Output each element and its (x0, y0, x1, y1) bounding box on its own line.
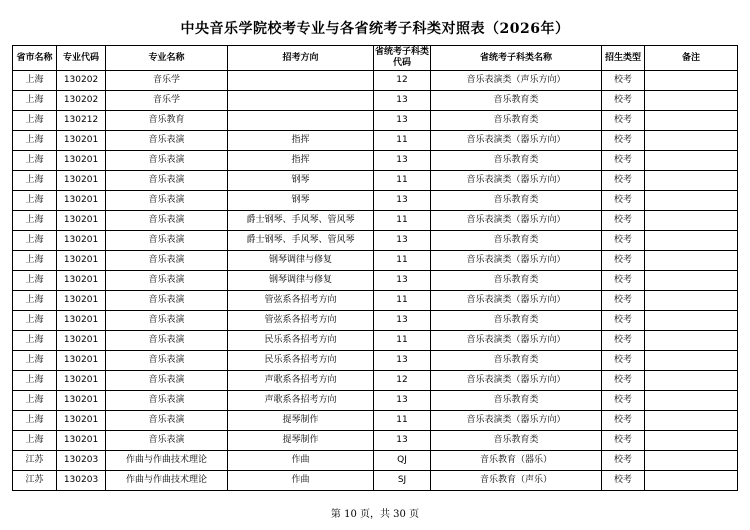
col-province-cell: 上海 (13, 391, 57, 411)
col-admission-type-cell: 校考 (602, 231, 645, 251)
col-remarks-cell (645, 231, 738, 251)
col-subject-code-cell: 13 (374, 231, 431, 251)
col-province-header: 省市名称 (13, 46, 57, 71)
col-major-code-cell: 130201 (57, 171, 106, 191)
col-major-code-cell: 130212 (57, 111, 106, 131)
col-subject-code-cell: 13 (374, 351, 431, 371)
col-province-cell: 江苏 (13, 451, 57, 471)
col-admission-type-cell: 校考 (602, 91, 645, 111)
col-subject-name-cell: 音乐教育（器乐） (431, 451, 602, 471)
col-major-name-cell: 音乐学 (106, 71, 228, 91)
col-subject-code-cell: SJ (374, 471, 431, 491)
col-remarks-cell (645, 71, 738, 91)
col-subject-name-cell: 音乐表演类（器乐方向） (431, 211, 602, 231)
col-remarks-cell (645, 351, 738, 371)
col-direction-cell: 提琴制作 (228, 431, 374, 451)
col-subject-name-cell: 音乐表演类（器乐方向） (431, 411, 602, 431)
col-subject-code-cell: 13 (374, 111, 431, 131)
table-row (13, 331, 738, 351)
table-row (13, 291, 738, 311)
table-row (13, 251, 738, 271)
col-major-name-cell: 音乐表演 (106, 351, 228, 371)
col-direction-cell: 管弦系各招考方向 (228, 311, 374, 331)
col-admission-type-cell: 校考 (602, 391, 645, 411)
col-major-name-cell: 音乐表演 (106, 191, 228, 211)
col-major-name-cell: 作曲与作曲技术理论 (106, 451, 228, 471)
col-direction-cell: 钢琴 (228, 191, 374, 211)
col-subject-code-cell: 11 (374, 131, 431, 151)
col-major-code-cell: 130201 (57, 271, 106, 291)
col-major-code-cell: 130201 (57, 131, 106, 151)
col-major-name-cell: 音乐表演 (106, 371, 228, 391)
col-subject-name-cell: 音乐表演类（器乐方向） (431, 171, 602, 191)
table-row (13, 371, 738, 391)
table-row (13, 171, 738, 191)
col-admission-type-cell: 校考 (602, 171, 645, 191)
col-major-code-cell: 130201 (57, 151, 106, 171)
table-row (13, 471, 738, 491)
col-major-code-cell: 130202 (57, 91, 106, 111)
col-major-name-cell: 音乐表演 (106, 311, 228, 331)
col-remarks-cell (645, 431, 738, 451)
col-major-code-cell: 130203 (57, 471, 106, 491)
col-direction-cell: 钢琴调律与修复 (228, 271, 374, 291)
col-province-cell: 上海 (13, 131, 57, 151)
table-row (13, 91, 738, 111)
col-direction-cell: 指挥 (228, 131, 374, 151)
col-province-cell: 上海 (13, 411, 57, 431)
col-remarks-cell (645, 131, 738, 151)
col-province-cell: 上海 (13, 431, 57, 451)
col-major-name-header: 专业名称 (106, 46, 228, 71)
col-subject-code-cell: 13 (374, 311, 431, 331)
col-major-name-cell: 音乐表演 (106, 251, 228, 271)
col-direction-cell: 作曲 (228, 471, 374, 491)
col-remarks-cell (645, 451, 738, 471)
col-province-cell: 上海 (13, 331, 57, 351)
col-direction-cell: 民乐系各招考方向 (228, 331, 374, 351)
col-subject-name-cell: 音乐教育类 (431, 111, 602, 131)
col-major-name-cell: 音乐表演 (106, 431, 228, 451)
table-row (13, 431, 738, 451)
col-major-code-cell: 130201 (57, 331, 106, 351)
col-major-name-cell: 音乐表演 (106, 151, 228, 171)
col-admission-type-cell: 校考 (602, 331, 645, 351)
col-subject-name-cell: 音乐教育类 (431, 391, 602, 411)
col-subject-code-header: 省统考子科类代码 (374, 46, 431, 71)
col-remarks-cell (645, 91, 738, 111)
col-admission-type-cell: 校考 (602, 71, 645, 91)
col-province-cell: 江苏 (13, 471, 57, 491)
col-major-code-cell: 130201 (57, 351, 106, 371)
col-admission-type-cell: 校考 (602, 271, 645, 291)
col-admission-type-cell: 校考 (602, 291, 645, 311)
col-major-code-cell: 130203 (57, 451, 106, 471)
col-major-name-cell: 音乐表演 (106, 331, 228, 351)
col-remarks-cell (645, 331, 738, 351)
col-province-cell: 上海 (13, 251, 57, 271)
col-subject-code-cell: 13 (374, 91, 431, 111)
col-subject-name-cell: 音乐表演类（器乐方向） (431, 131, 602, 151)
col-admission-type-cell: 校考 (602, 111, 645, 131)
col-direction-cell: 钢琴调律与修复 (228, 251, 374, 271)
col-remarks-cell (645, 411, 738, 431)
col-subject-name-cell: 音乐教育（声乐） (431, 471, 602, 491)
col-direction-cell (228, 91, 374, 111)
col-major-code-cell: 130201 (57, 191, 106, 211)
col-subject-code-cell: 12 (374, 371, 431, 391)
col-province-cell: 上海 (13, 351, 57, 371)
col-subject-name-cell: 音乐教育类 (431, 271, 602, 291)
col-province-cell: 上海 (13, 111, 57, 131)
col-province-cell: 上海 (13, 371, 57, 391)
col-subject-code-cell: 11 (374, 291, 431, 311)
table-header (13, 46, 738, 71)
col-subject-name-cell: 音乐表演类（声乐方向） (431, 71, 602, 91)
col-direction-header: 招考方向 (228, 46, 374, 71)
col-major-name-cell: 音乐表演 (106, 131, 228, 151)
col-direction-cell: 声歌系各招考方向 (228, 391, 374, 411)
col-admission-type-header: 招生类型 (602, 46, 645, 71)
col-major-code-cell: 130201 (57, 431, 106, 451)
col-remarks-cell (645, 211, 738, 231)
col-major-code-cell: 130201 (57, 211, 106, 231)
col-major-code-cell: 130202 (57, 71, 106, 91)
col-major-name-cell: 音乐学 (106, 91, 228, 111)
col-major-name-cell: 音乐表演 (106, 391, 228, 411)
col-subject-code-cell: QJ (374, 451, 431, 471)
col-major-code-cell: 130201 (57, 371, 106, 391)
col-major-name-cell: 作曲与作曲技术理论 (106, 471, 228, 491)
col-remarks-cell (645, 471, 738, 491)
table-row (13, 231, 738, 251)
col-subject-code-cell: 13 (374, 151, 431, 171)
col-remarks-cell (645, 171, 738, 191)
col-direction-cell: 爵士钢琴、手风琴、管风琴 (228, 231, 374, 251)
col-subject-code-cell: 11 (374, 211, 431, 231)
col-subject-code-cell: 13 (374, 431, 431, 451)
col-major-code-cell: 130201 (57, 291, 106, 311)
col-admission-type-cell: 校考 (602, 371, 645, 391)
col-remarks-cell (645, 291, 738, 311)
col-province-cell: 上海 (13, 271, 57, 291)
col-major-name-cell: 音乐表演 (106, 211, 228, 231)
col-subject-code-cell: 11 (374, 331, 431, 351)
col-province-cell: 上海 (13, 291, 57, 311)
col-admission-type-cell: 校考 (602, 131, 645, 151)
col-subject-name-header: 省统考子科类名称 (431, 46, 602, 71)
col-admission-type-cell: 校考 (602, 191, 645, 211)
col-remarks-cell (645, 371, 738, 391)
col-major-name-cell: 音乐表演 (106, 291, 228, 311)
col-province-cell: 上海 (13, 91, 57, 111)
col-direction-cell: 声歌系各招考方向 (228, 371, 374, 391)
col-remarks-cell (645, 311, 738, 331)
col-subject-code-cell: 13 (374, 191, 431, 211)
col-direction-cell: 民乐系各招考方向 (228, 351, 374, 371)
col-major-name-cell: 音乐表演 (106, 231, 228, 251)
col-remarks-cell (645, 251, 738, 271)
table-row (13, 271, 738, 291)
col-admission-type-cell: 校考 (602, 151, 645, 171)
table-row (13, 211, 738, 231)
col-major-code-cell: 130201 (57, 391, 106, 411)
col-province-cell: 上海 (13, 211, 57, 231)
comparison-table (12, 45, 738, 491)
col-direction-cell: 钢琴 (228, 171, 374, 191)
col-major-name-cell: 音乐表演 (106, 171, 228, 191)
col-remarks-cell (645, 111, 738, 131)
col-subject-name-cell: 音乐表演类（器乐方向） (431, 331, 602, 351)
col-subject-name-cell: 音乐教育类 (431, 151, 602, 171)
col-subject-name-cell: 音乐教育类 (431, 431, 602, 451)
col-remarks-cell (645, 151, 738, 171)
col-major-name-cell: 音乐教育 (106, 111, 228, 131)
header-row (13, 46, 738, 71)
col-admission-type-cell: 校考 (602, 211, 645, 231)
col-major-code-cell: 130201 (57, 231, 106, 251)
col-subject-name-cell: 音乐教育类 (431, 351, 602, 371)
col-direction-cell: 管弦系各招考方向 (228, 291, 374, 311)
col-direction-cell: 提琴制作 (228, 411, 374, 431)
col-remarks-cell (645, 271, 738, 291)
table-row (13, 351, 738, 371)
col-province-cell: 上海 (13, 151, 57, 171)
col-major-name-cell: 音乐表演 (106, 271, 228, 291)
col-subject-name-cell: 音乐教育类 (431, 91, 602, 111)
col-direction-cell (228, 111, 374, 131)
col-subject-name-cell: 音乐教育类 (431, 311, 602, 331)
col-admission-type-cell: 校考 (602, 431, 645, 451)
col-province-cell: 上海 (13, 71, 57, 91)
col-major-code-cell: 130201 (57, 411, 106, 431)
col-admission-type-cell: 校考 (602, 251, 645, 271)
col-major-code-cell: 130201 (57, 251, 106, 271)
col-subject-code-cell: 11 (374, 411, 431, 431)
col-direction-cell: 爵士钢琴、手风琴、管风琴 (228, 211, 374, 231)
table-row (13, 311, 738, 331)
col-subject-name-cell: 音乐表演类（器乐方向） (431, 371, 602, 391)
col-subject-code-cell: 11 (374, 251, 431, 271)
col-admission-type-cell: 校考 (602, 411, 645, 431)
col-remarks-header: 备注 (645, 46, 738, 71)
col-subject-name-cell: 音乐教育类 (431, 231, 602, 251)
col-admission-type-cell: 校考 (602, 471, 645, 491)
col-remarks-cell (645, 391, 738, 411)
table-row (13, 71, 738, 91)
col-major-name-cell: 音乐表演 (106, 411, 228, 431)
col-subject-code-cell: 11 (374, 171, 431, 191)
col-remarks-cell (645, 191, 738, 211)
col-direction-cell: 指挥 (228, 151, 374, 171)
col-subject-code-cell: 13 (374, 271, 431, 291)
table-row (13, 151, 738, 171)
col-subject-name-cell: 音乐表演类（器乐方向） (431, 291, 602, 311)
col-admission-type-cell: 校考 (602, 451, 645, 471)
table-row (13, 411, 738, 431)
page-footer: 第 10 页，共 30 页 (330, 509, 420, 520)
document-title: 中央音乐学院校考专业与各省统考子科类对照表（2026年） (180, 21, 570, 37)
col-subject-code-cell: 13 (374, 391, 431, 411)
col-admission-type-cell: 校考 (602, 311, 645, 331)
col-major-code-header: 专业代码 (57, 46, 106, 71)
col-province-cell: 上海 (13, 231, 57, 251)
col-direction-cell: 作曲 (228, 451, 374, 471)
col-subject-name-cell: 音乐表演类（器乐方向） (431, 251, 602, 271)
table-row (13, 111, 738, 131)
col-province-cell: 上海 (13, 311, 57, 331)
col-province-cell: 上海 (13, 171, 57, 191)
col-subject-name-cell: 音乐教育类 (431, 191, 602, 211)
col-admission-type-cell: 校考 (602, 351, 645, 371)
table-row (13, 451, 738, 471)
col-direction-cell (228, 71, 374, 91)
table-body (13, 71, 738, 491)
col-province-cell: 上海 (13, 191, 57, 211)
col-subject-code-cell: 12 (374, 71, 431, 91)
table-row (13, 191, 738, 211)
col-major-code-cell: 130201 (57, 311, 106, 331)
table-row (13, 131, 738, 151)
table-row (13, 391, 738, 411)
